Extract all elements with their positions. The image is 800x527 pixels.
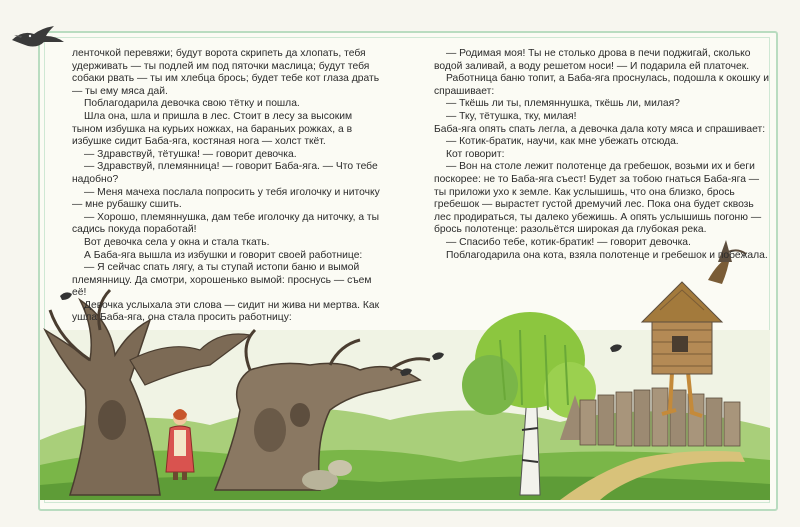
paragraph: — Родимая моя! Ты не столько дрова в печи поджигай, сколько водой заливай, а воду решетом носи! — И подарила ей платочек.: [434, 48, 751, 72]
paragraph: Поблагодарила девочка свою тётку и пошла.: [84, 98, 300, 110]
paragraph: — Ткёшь ли ты, племяннушка, ткёшь ли, милая?: [446, 98, 680, 110]
paragraph: Вот девочка села у окна и стала ткать.: [84, 236, 270, 248]
paragraph: — Здравствуй, тётушка! — говорит девочка.: [84, 148, 297, 160]
paragraph: — Тку, тётушка, тку, милая!: [446, 110, 577, 122]
paragraph: Девочка услыхала эти слова — сидит ни жива ни мертва. Как ушла Баба-яга, она стала просить работницу:: [72, 299, 380, 324]
paragraph: — Меня мачеха послала попросить у тебя иголочку и ниточку — мне рубашку сшить.: [72, 186, 380, 211]
paragraph: — Вон на столе лежит полотенце да гребешок, возьми их и беги поскорее: не то Баба-яга съест! Будет за тобою гнаться Баба-яга — ты приложи ухо к земле. Как услышишь, что она близко, брось гребешок — вырастет густой дремучий лес. Пока она будет сквозь лес продираться, ты далеко убежишь. А опять услышишь погоню — брось полотенце: разольётся широкая да глубокая река.: [434, 161, 762, 236]
paragraph: Поблагодарила она кота, взяла полотенце и гребешок и побежала.: [446, 249, 768, 261]
paragraph: ленточкой перевяжи; будут ворота скрипеть да хлопать, тебя удерживать — ты подлей им под пяточки маслица; будут тебя собаки рвать — ты им хлебца брось; будет тебе кот глаза драть — ты ему мяса дай.: [72, 48, 380, 97]
paragraph: — Спасибо тебе, котик-братик! — говорит девочка.: [446, 236, 691, 248]
text-column-left: [72, 48, 382, 325]
paragraph: — Я сейчас спать лягу, а ты ступай истопи баню и вымой племянницу. Да смотри, хорошенько вымой: проснусь — съем её!: [72, 262, 372, 299]
paragraph: Баба-яга опять спать легла, а девочка дала коту мяса и спрашивает:: [434, 123, 766, 135]
text-column-right: [434, 48, 769, 262]
paragraph: — Котик-братик, научи, как мне убежать отсюда.: [446, 136, 679, 148]
paragraph: — Здравствуй, племянница! — говорит Баба-яга. — Что тебе надобно?: [72, 161, 378, 185]
paragraph: Шла она, шла и пришла в лес. Стоит в лесу за высоким тыном избушка на курьих ножках, на бараньих рожках, а в избушке сидит Баба-яга, костяная нога — холст ткёт.: [72, 110, 353, 148]
paragraph: Работница баню топит, а Баба-яга проснулась, подошла к окошку и спрашивает:: [434, 73, 769, 97]
rock: [328, 460, 352, 476]
paragraph: А Баба-яга вышла из избушки и говорит своей работнице:: [84, 249, 363, 261]
paragraph: Кот говорит:: [446, 148, 505, 160]
paragraph: — Хорошо, племяннушка, дам тебе иголочку да ниточку, а ты садись покуда поработай!: [72, 211, 380, 236]
